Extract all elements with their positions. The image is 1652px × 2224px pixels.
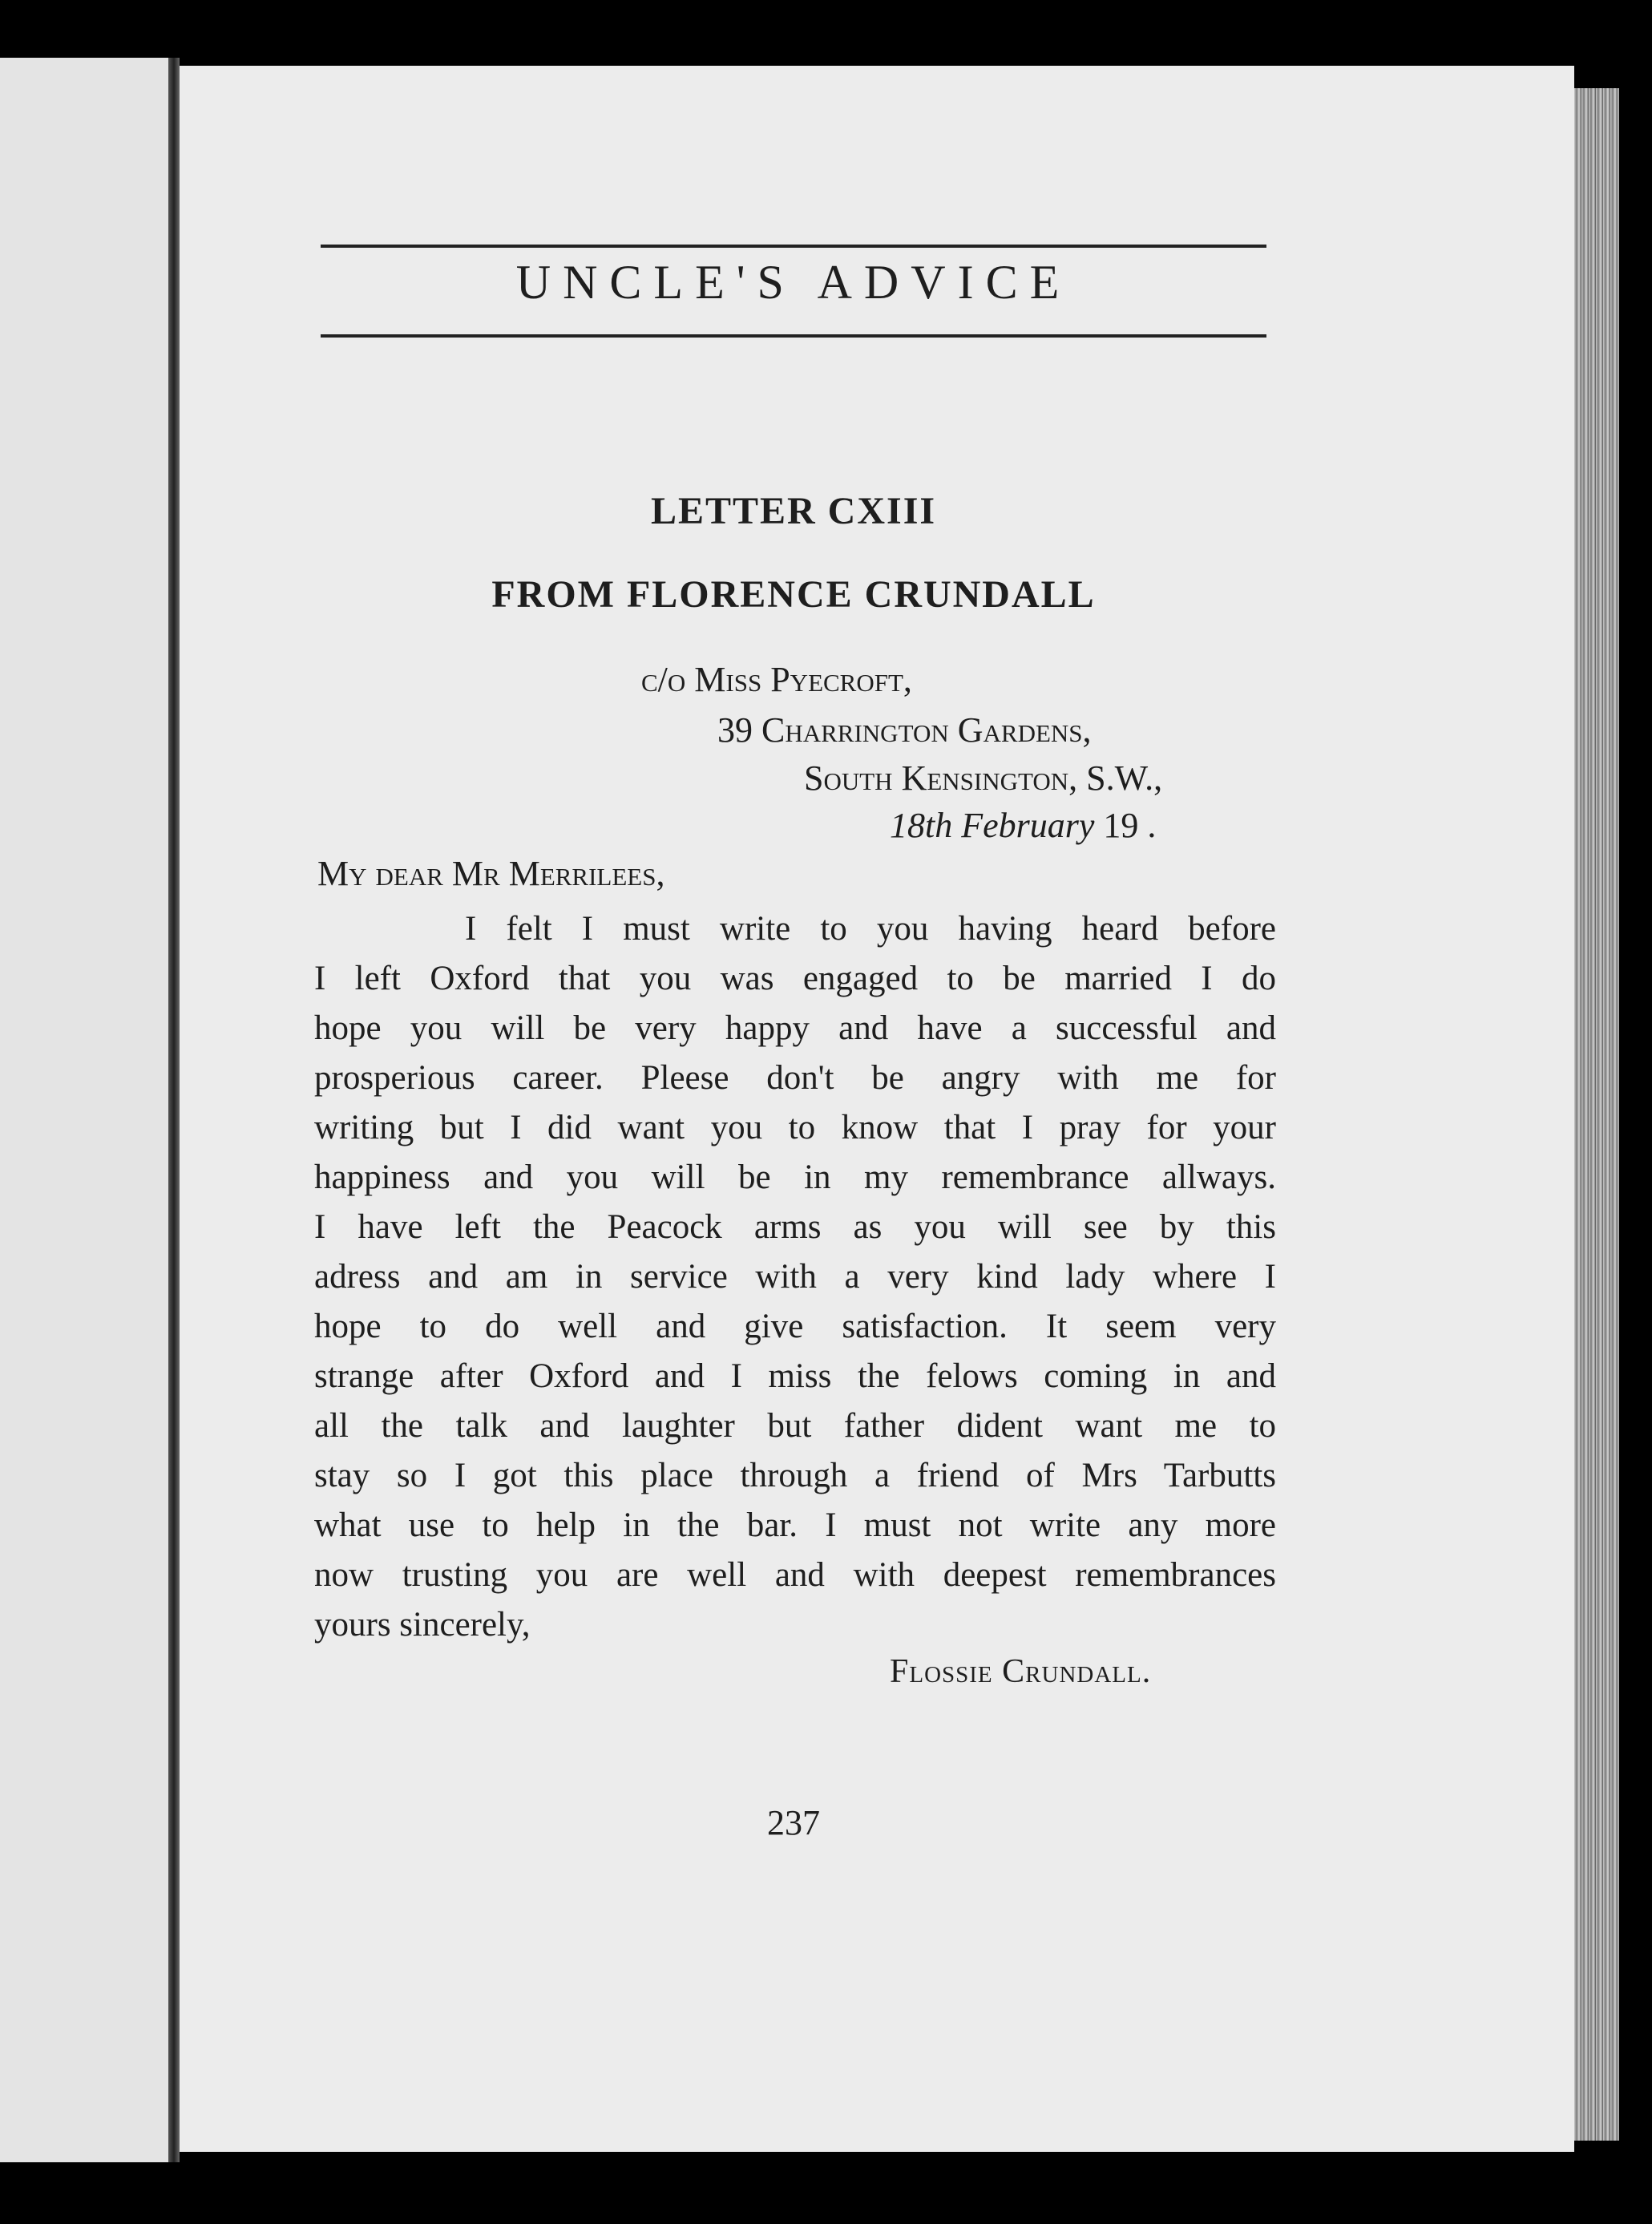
body-line: hope you will be very happy and have a successful and xyxy=(314,1009,1276,1047)
date-day: 18th February xyxy=(890,806,1095,845)
letter-from: FROM FLORENCE CRUNDALL xyxy=(491,573,1096,616)
header-rule-top xyxy=(321,245,1266,248)
address-line-3: South Kensington, S.W., xyxy=(804,758,1163,798)
letter-date xyxy=(890,808,1156,843)
body-line: writing but I did want you to know that I pray for your xyxy=(314,1109,1276,1146)
page-edges xyxy=(1574,88,1619,2141)
salutation: My dear Mr Merrilees, xyxy=(317,854,665,893)
body-line: hope to do well and give satisfaction. It seem very xyxy=(314,1308,1276,1345)
body-line: now trusting you are well and with deepest remembrances xyxy=(314,1556,1276,1594)
body-line: adress and am in service with a very kind lady where I xyxy=(314,1258,1276,1296)
body-line: I have left the Peacock arms as you will see by this xyxy=(314,1208,1276,1246)
letter-body xyxy=(314,904,1276,1650)
book-gutter xyxy=(168,58,180,2162)
address-line-2: 39 Charrington Gardens, xyxy=(717,710,1092,750)
page-number: 237 xyxy=(767,1803,820,1842)
signature: Flossie Crundall. xyxy=(890,1653,1152,1690)
body-line: yours sincerely, xyxy=(314,1606,531,1644)
facing-page xyxy=(0,58,168,2162)
body-line: happiness and you will be in my remembrance allways. xyxy=(314,1159,1276,1196)
body-line: I felt I must write to you having heard before xyxy=(465,910,1276,948)
running-head: UNCLE'S ADVICE xyxy=(515,256,1072,309)
body-line: stay so I got this place through a friend of Mrs Tarbutts xyxy=(314,1457,1276,1494)
date-year: 19 . xyxy=(1103,806,1157,845)
body-line: what use to help in the bar. I must not write any more xyxy=(314,1506,1276,1544)
body-line: all the talk and laughter but father dident want me to xyxy=(314,1407,1276,1445)
address-line-1: c/o Miss Pyecroft, xyxy=(641,660,912,699)
body-line: strange after Oxford and I miss the felows coming in and xyxy=(314,1357,1276,1395)
header-rule-bottom xyxy=(321,334,1266,338)
letter-number: LETTER CXIII xyxy=(650,490,937,532)
body-line: prosperious career. Pleese don't be angry with me for xyxy=(314,1059,1276,1097)
body-line: I left Oxford that you was engaged to be married I do xyxy=(314,960,1276,997)
